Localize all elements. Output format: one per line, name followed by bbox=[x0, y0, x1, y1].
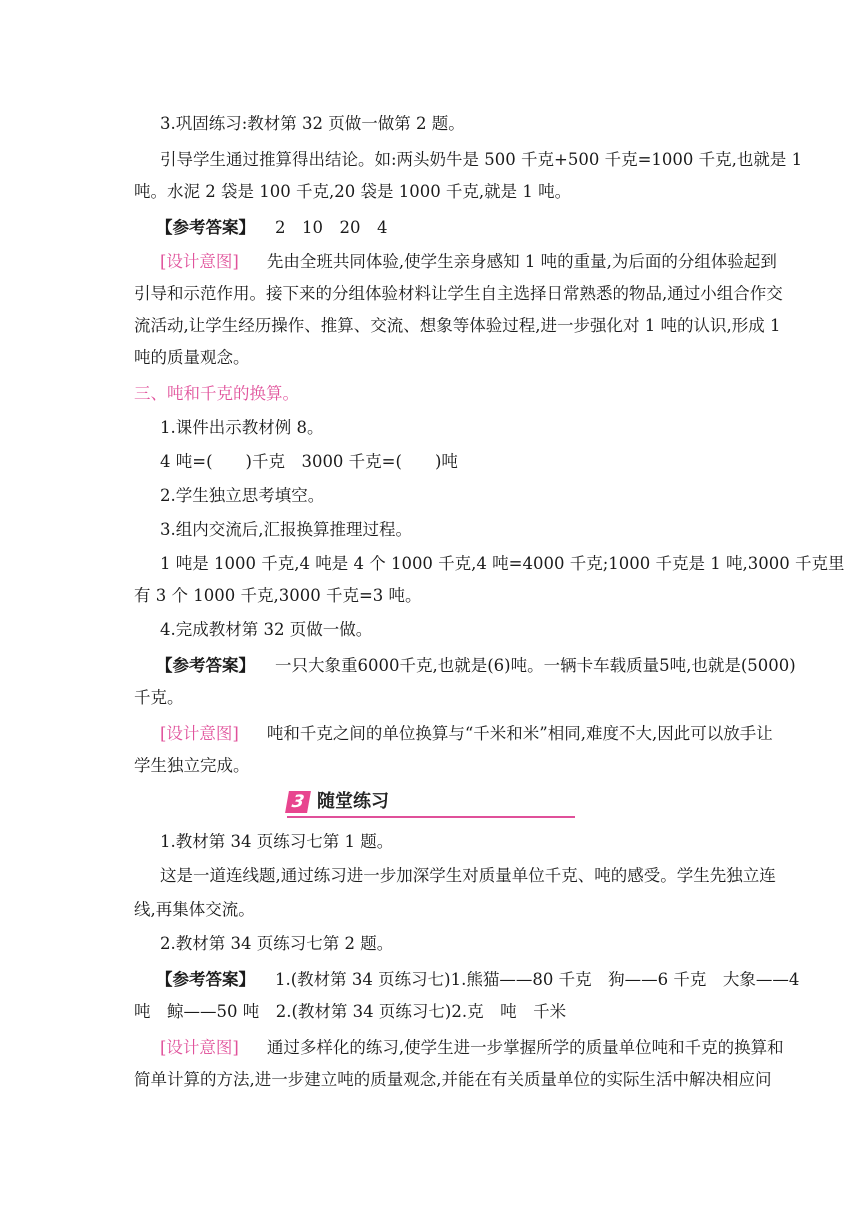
banner-number: 3 bbox=[285, 791, 311, 813]
design-intent-line bbox=[160, 724, 773, 744]
paragraph-line: 4 吨=( )千克 3000 千克=( )吨 bbox=[160, 452, 458, 471]
paragraph-line: 2.学生独立思考填空。 bbox=[160, 486, 325, 505]
answer-text: 2 10 20 4 bbox=[275, 218, 388, 237]
section-banner bbox=[287, 788, 575, 820]
paragraph-line: 4.完成教材第 32 页做一做。 bbox=[160, 620, 373, 639]
paragraph-line: 吨 鲸——50 吨 2.(教材第 34 页练习七)2.克 吨 千米 bbox=[134, 1002, 567, 1021]
paragraph-line: 学生独立完成。 bbox=[134, 756, 250, 775]
design-intent-line bbox=[160, 1038, 784, 1058]
answer-tag: 【参考答案】 bbox=[156, 656, 255, 675]
banner-underline bbox=[287, 816, 575, 818]
paragraph-line: 简单计算的方法,进一步建立吨的质量观念,并能在有关质量单位的实际生活中解决相应问 bbox=[134, 1070, 772, 1089]
design-intent-text: 吨和千克之间的单位换算与“千米和米”相同,难度不大,因此可以放手让 bbox=[266, 724, 773, 743]
paragraph-line: 3.组内交流后,汇报换算推理过程。 bbox=[160, 520, 412, 539]
answer-text: 1.(教材第 34 页练习七)1.熊猫——80 千克 狗——6 千克 大象——4 bbox=[275, 970, 800, 989]
paragraph-line: 千克。 bbox=[134, 688, 184, 707]
design-intent-tag: [设计意图] bbox=[160, 252, 239, 271]
answer-tag: 【参考答案】 bbox=[156, 970, 255, 989]
paragraph-line: 引导和示范作用。接下来的分组体验材料让学生自主选择日常熟悉的物品,通过小组合作交 bbox=[134, 284, 783, 303]
answer-line bbox=[156, 970, 799, 990]
paragraph-line: 1.课件出示教材例 8。 bbox=[160, 418, 324, 437]
banner-title: 随堂练习 bbox=[317, 791, 389, 812]
design-intent-text: 通过多样化的练习,使学生进一步掌握所学的质量单位吨和千克的换算和 bbox=[266, 1038, 784, 1057]
design-intent-tag: [设计意图] bbox=[160, 1038, 239, 1057]
paragraph-line: 3.巩固练习:教材第 32 页做一做第 2 题。 bbox=[160, 114, 465, 133]
paragraph-line: 1 吨是 1000 千克,4 吨是 4 个 1000 千克,4 吨=4000 千克;1000 千克是 1 吨,3000 千克里 bbox=[160, 554, 845, 573]
paragraph-line: 流活动,让学生经历操作、推算、交流、想象等体验过程,进一步强化对 1 吨的认识,形成 1 bbox=[134, 316, 781, 335]
answer-line bbox=[156, 656, 796, 676]
paragraph-line: 有 3 个 1000 千克,3000 千克=3 吨。 bbox=[134, 586, 422, 605]
paragraph-line: 2.教材第 34 页练习七第 2 题。 bbox=[160, 934, 394, 953]
paragraph-line: 引导学生通过推算得出结论。如:两头奶牛是 500 千克+500 千克=1000 千克,也就是 1 bbox=[160, 150, 803, 169]
answer-line bbox=[156, 218, 388, 238]
paragraph-line: 这是一道连线题,通过练习进一步加深学生对质量单位千克、吨的感受。学生先独立连 bbox=[160, 866, 776, 885]
paragraph-line: 1.教材第 34 页练习七第 1 题。 bbox=[160, 832, 394, 851]
design-intent-text: 先由全班共同体验,使学生亲身感知 1 吨的重量,为后面的分组体验起到 bbox=[266, 252, 777, 271]
paragraph-line: 吨。水泥 2 袋是 100 千克,20 袋是 1000 千克,就是 1 吨。 bbox=[134, 182, 572, 201]
answer-text: 一只大象重6000千克,也就是(6)吨。一辆卡车载质量5吨,也就是(5000) bbox=[275, 656, 796, 675]
paragraph-line: 线,再集体交流。 bbox=[134, 900, 255, 919]
answer-tag: 【参考答案】 bbox=[156, 218, 255, 237]
design-intent-line bbox=[160, 252, 777, 272]
section-heading: 三、吨和千克的换算。 bbox=[134, 384, 299, 403]
paragraph-line: 吨的质量观念。 bbox=[134, 348, 250, 367]
design-intent-tag: [设计意图] bbox=[160, 724, 239, 743]
